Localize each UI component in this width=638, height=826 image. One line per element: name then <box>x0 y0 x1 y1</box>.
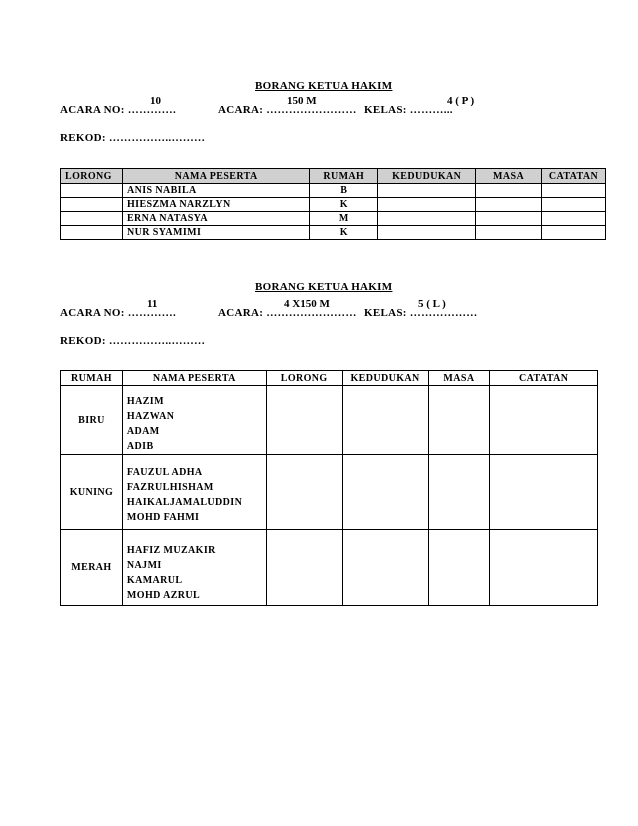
catatan-cell <box>490 455 598 530</box>
form1-rekod-label: REKOD: ……………..……… <box>60 132 206 144</box>
form2-acara-label: ACARA: …………………… <box>218 307 357 319</box>
rumah-cell: B <box>310 184 378 198</box>
participant-name: HAFIZ MUZAKIR <box>126 544 216 556</box>
form1-acara-label: ACARA: …………………… <box>218 104 357 116</box>
table-row <box>61 184 606 198</box>
participant-name: MOHD FAHMI <box>126 512 200 523</box>
nama-cell <box>122 386 266 455</box>
masa-cell <box>428 455 490 530</box>
table-row <box>61 198 606 212</box>
header-masa: MASA <box>476 169 542 184</box>
kedudukan-cell <box>342 386 428 455</box>
participant-name: ADIB <box>126 441 154 452</box>
table-row <box>61 455 598 530</box>
catatan-cell <box>541 212 605 226</box>
masa-cell <box>476 226 542 240</box>
lorong-cell <box>61 212 123 226</box>
header-lorong: LORONG <box>61 169 123 184</box>
nama-cell: HIESZMA NARZLYN <box>122 198 309 212</box>
participant-name: MOHD AZRUL <box>126 589 201 601</box>
catatan-cell <box>541 184 605 198</box>
participant-name: HAZWAN <box>126 411 175 422</box>
rumah-cell: M <box>310 212 378 226</box>
form1-table <box>60 168 606 240</box>
form2-kelas-value: 5 ( L ) <box>418 298 446 310</box>
rumah-cell: K <box>310 198 378 212</box>
catatan-cell <box>490 530 598 606</box>
form2-header-row <box>61 371 598 386</box>
header-rumah: RUMAH <box>61 371 123 386</box>
catatan-cell <box>541 198 605 212</box>
form1-acara-value: 150 M <box>287 95 317 107</box>
lorong-cell <box>266 386 342 455</box>
form2-acara-no-value: 11 <box>147 298 158 310</box>
header-kedudukan: KEDUDUKAN <box>342 371 428 386</box>
kedudukan-cell <box>378 212 476 226</box>
rumah-cell: KUNING <box>61 455 123 530</box>
form2-rekod-label: REKOD: ……………..……… <box>60 335 206 347</box>
participant-name: FAZRULHISHAM <box>126 482 214 493</box>
form1-acara-no-label: ACARA NO: …………. <box>60 104 177 116</box>
table-row <box>61 386 598 455</box>
kedudukan-cell <box>342 530 428 606</box>
lorong-cell <box>266 455 342 530</box>
form2-table <box>60 370 598 606</box>
lorong-cell <box>61 184 123 198</box>
participant-name: KAMARUL <box>126 574 183 586</box>
rumah-cell: MERAH <box>61 530 123 606</box>
header-catatan: CATATAN <box>490 371 598 386</box>
header-kedudukan: KEDUDUKAN <box>378 169 476 184</box>
masa-cell <box>476 212 542 226</box>
masa-cell <box>476 198 542 212</box>
header-nama-peserta: NAMA PESERTA <box>122 371 266 386</box>
kedudukan-cell <box>378 198 476 212</box>
form1-header-row <box>61 169 606 184</box>
header-catatan: CATATAN <box>541 169 605 184</box>
nama-cell: NUR SYAMIMI <box>122 226 309 240</box>
form1-title: BORANG KETUA HAKIM <box>255 80 393 92</box>
nama-cell <box>122 530 266 606</box>
kedudukan-cell <box>342 455 428 530</box>
participant-name: FAUZUL ADHA <box>126 467 203 478</box>
participant-name: NAJMI <box>126 559 162 571</box>
header-nama-peserta: NAMA PESERTA <box>122 169 309 184</box>
lorong-cell <box>266 530 342 606</box>
form2-acara-value: 4 X150 M <box>284 298 330 310</box>
masa-cell <box>476 184 542 198</box>
rumah-cell: K <box>310 226 378 240</box>
form2-kelas-label: KELAS: ……………… <box>364 307 478 319</box>
participant-name: HAZIM <box>126 396 164 407</box>
form2-acara-no-label: ACARA NO: …………. <box>60 307 177 319</box>
catatan-cell <box>490 386 598 455</box>
nama-cell: ERNA NATASYA <box>122 212 309 226</box>
masa-cell <box>428 530 490 606</box>
rumah-cell: BIRU <box>61 386 123 455</box>
table-row <box>61 212 606 226</box>
header-rumah: RUMAH <box>310 169 378 184</box>
form2-title: BORANG KETUA HAKIM <box>255 281 393 293</box>
catatan-cell <box>541 226 605 240</box>
kedudukan-cell <box>378 184 476 198</box>
table-row <box>61 530 598 606</box>
nama-cell: ANIS NABILA <box>122 184 309 198</box>
masa-cell <box>428 386 490 455</box>
header-masa: MASA <box>428 371 490 386</box>
participant-name: ADAM <box>126 426 160 437</box>
participant-name: HAIKALJAMALUDDIN <box>126 497 243 508</box>
form1-kelas-label: KELAS: ………... <box>364 104 453 116</box>
kedudukan-cell <box>378 226 476 240</box>
lorong-cell <box>61 198 123 212</box>
form1-acara-no-value: 10 <box>150 95 161 107</box>
form1-kelas-value: 4 ( P ) <box>447 95 475 107</box>
nama-cell <box>122 455 266 530</box>
lorong-cell <box>61 226 123 240</box>
header-lorong: LORONG <box>266 371 342 386</box>
table-row <box>61 226 606 240</box>
